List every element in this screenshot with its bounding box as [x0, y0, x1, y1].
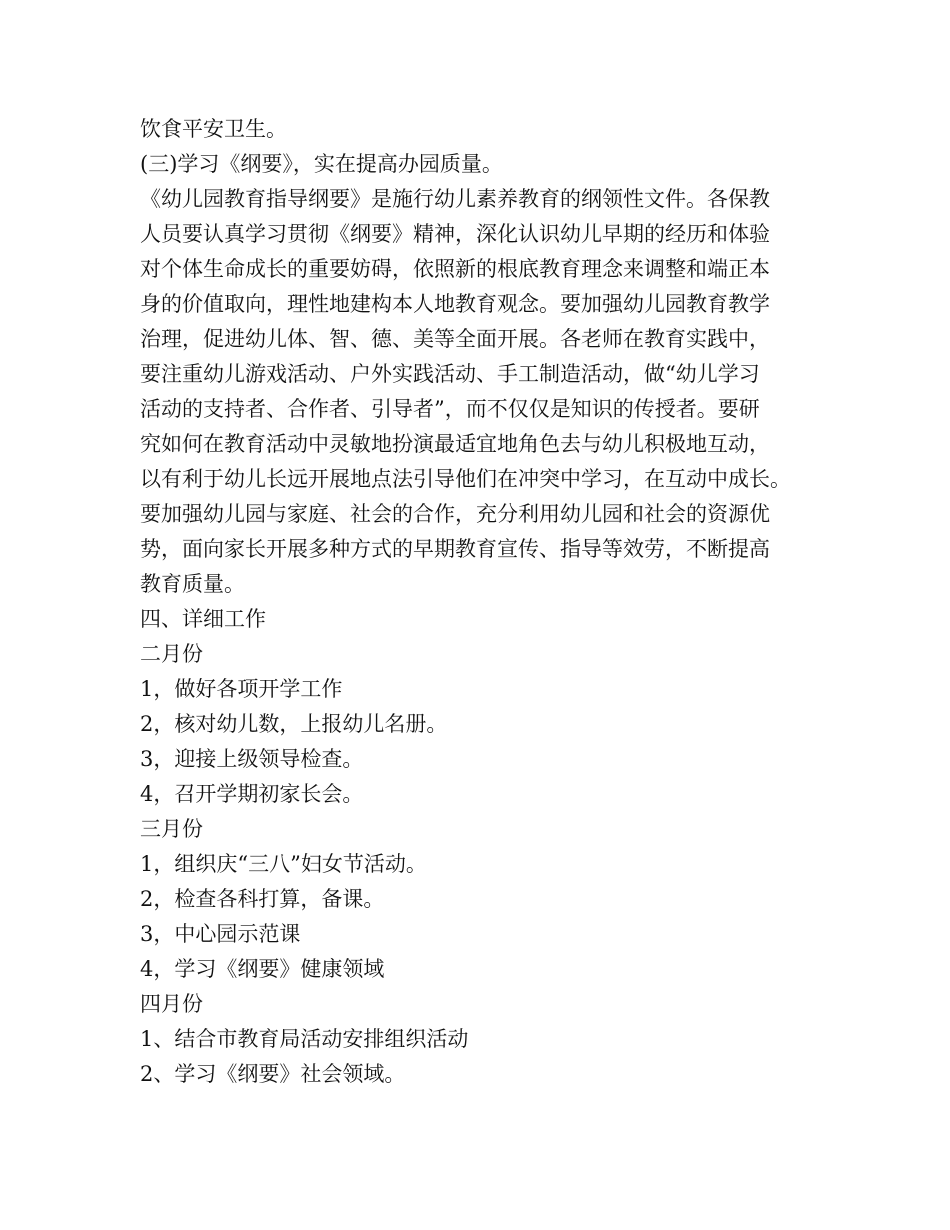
list-item: 2，检查各科打算，备课。 — [140, 887, 385, 911]
text-line: 势，面向家长开展多种方式的早期教育宣传、指导等效劳，不断提高 — [140, 537, 770, 561]
text-line: 《幼儿园教育指导纲要》是施行幼儿素养教育的纲领性文件。各保教 — [140, 187, 770, 211]
list-item: 3，中心园示范课 — [140, 922, 301, 946]
list-item: 1、结合市教育局活动安排组织活动 — [140, 1027, 469, 1051]
text-line: 要加强幼儿园与家庭、社会的合作，充分利用幼儿园和社会的资源优 — [140, 502, 770, 526]
text-line: 治理，促进幼儿体、智、德、美等全面开展。各老师在教育实践中， — [140, 327, 770, 351]
text-line: 究如何在教育活动中灵敏地扮演最适宜地角色去与幼儿积极地互动， — [140, 432, 770, 456]
list-item: 2、学习《纲要》社会领域。 — [140, 1062, 406, 1086]
section-heading: 四、详细工作 — [140, 607, 266, 631]
list-item: 3，迎接上级领导检查。 — [140, 747, 364, 771]
document-body — [140, 112, 830, 1092]
text-line: 活动的支持者、合作者、引导者”，而不仅仅是知识的传授者。要研 — [140, 397, 760, 421]
section-heading: (三)学习《纲要》，实在提高办园质量。 — [140, 152, 503, 176]
list-item: 2，核对幼儿数，上报幼儿名册。 — [140, 712, 448, 736]
list-item: 4，学习《纲要》健康领域 — [140, 957, 385, 981]
text-line: 以有利于幼儿长远开展地点法引导他们在冲突中学习，在互动中成长。 — [140, 467, 791, 491]
text-line: 教育质量。 — [140, 572, 245, 596]
month-heading: 二月份 — [140, 642, 203, 666]
month-heading: 三月份 — [140, 817, 203, 841]
list-item: 1，组织庆“三八”妇女节活动。 — [140, 852, 427, 876]
text-line: 饮食平安卫生。 — [140, 117, 287, 141]
list-item: 1，做好各项开学工作 — [140, 677, 343, 701]
text-line: 对个体生命成长的重要妨碍，依照新的根底教育理念来调整和端正本 — [140, 257, 770, 281]
month-heading: 四月份 — [140, 992, 203, 1016]
text-line: 身的价值取向，理性地建构本人地教育观念。要加强幼儿园教育教学 — [140, 292, 770, 316]
list-item: 4，召开学期初家长会。 — [140, 782, 364, 806]
text-line: 要注重幼儿游戏活动、户外实践活动、手工制造活动，做“幼儿学习 — [140, 362, 760, 386]
text-line: 人员要认真学习贯彻《纲要》精神，深化认识幼儿早期的经历和体验 — [140, 222, 770, 246]
